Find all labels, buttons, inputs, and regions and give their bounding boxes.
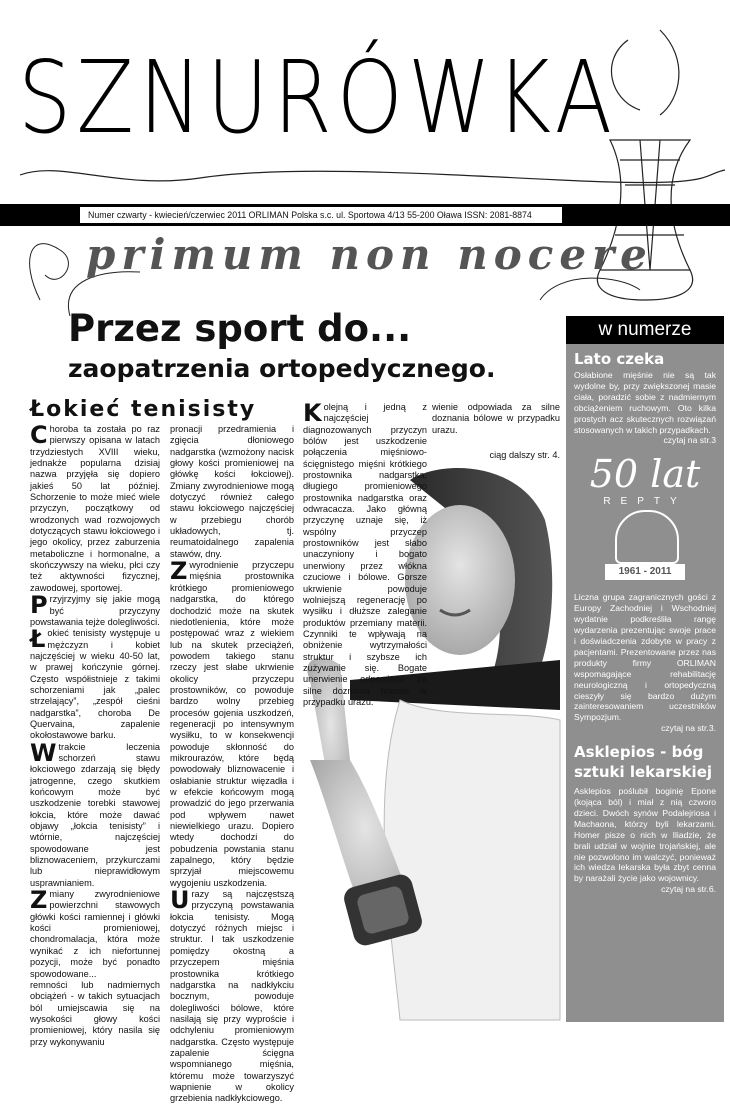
sidebar-item1-text: Osłabione mięśnie nie są tak wydolne by, przy zwiększonej masie ciała, poradzić sobie z nadmiernym obciążeniem ruchowym. Oto kilka prostych acz skutecznych rozwiązań stosowanych w takich przypadkach.	[574, 370, 716, 435]
issue-info-bar	[0, 204, 730, 226]
drop-cap: K	[303, 399, 322, 427]
paragraph-text: remności lub nadmiernych obciążeń - w takich sytuacjach ból umiejscawia się na wysokości głowy kości promieniowej, który nasila się przy wykonywaniu	[30, 979, 160, 1047]
headline: Przez sport do...	[68, 307, 412, 350]
drop-cap: Z	[30, 886, 48, 915]
sidebar-item3-ref[interactable]: czytaj na str.6.	[661, 884, 716, 895]
paragraph-text: trakcie leczenia schorzeń stawu łokciowego zdarzają się błędy jatrogenne, czego skutkiem końcowym może być uszkodzenie torebki stawowej łokcia, które może dawać objawy „łokcia tenisisty” i wtórnie, najczęściej spowodowane jest bliznowaceniem, przykurczami lub nieprawidłowym usprawnianiem.	[30, 741, 160, 888]
sidebar-item1-ref[interactable]: czytaj na str.3	[663, 435, 716, 446]
article-paragraph	[30, 591, 160, 628]
article-paragraph	[170, 886, 294, 1105]
drop-cap: C	[30, 421, 48, 449]
sidebar-item2-text: Liczna grupa zagranicznych gości z Europy Zachodniej i Wschodniej wydatnie podkreśliła rangę wydarzenia prezentując swoje prace i doświadczenia zdobyte w pracy z pacjentami. Prezentowane przez nas produkty firmy ORLIMAN wspomagające rehabilitację neurologiczną i ortopedyczną cieszyły się bardzo dużym zainteresowaniem uczestników Sympozjum.	[574, 592, 716, 723]
in-this-issue-sidebar	[566, 316, 724, 1022]
motto: primum non nocere	[86, 230, 653, 279]
section-title: Łokieć tenisisty	[30, 397, 257, 422]
drop-cap: Ł	[30, 625, 46, 654]
logo-years: 1961 - 2011	[605, 564, 685, 580]
paragraph-text: horoba ta została po raz pierwszy opisana w latach trzydziestych XVIII wieku, jednakże popularna dzisiaj nazwa przyjęła się dopiero jakieś 50 lat później. Schorzenie to może mieć wiele przyczyn, początkowy od wrodzonych wad rozwojowych dotyczących stawu łokciowego i jego okolicy, przez zaburzenia metaboliczne i hormonalne, a skończywszy na wieku, płci czy też aktywności fizycznej, zawodowej, sportowej.	[30, 424, 160, 593]
article-paragraph	[170, 557, 294, 889]
sidebar-item3-text: Asklepios poślubił boginię Epone (kojąca ból) i miał z nią czworo dzieci. Dwóch synów Podalejriosa i Machaona, którzy byli lekarzami. Homer pisze o nich w Iliadzie, że brali udział w wojnie trojańskiej, ale nie pozwolono im walczyć, ponieważ ich wiedza lekarska była zbyt cenna by narażali życie jako wojownicy.	[574, 786, 716, 884]
article-tail-text: wienie odpowiada za silne doznania bólowe w przypadku urazu.	[432, 402, 560, 435]
repty-50-logo	[579, 454, 711, 586]
paragraph-text: razy są najczęstszą przyczyną powstawania łokcia tenisisty. Mogą dotyczyć różnych miejsc i struktur. I tak uszkodzenie pomiędzy okostną a przyczepem mięśnia prostownika krótkiego nadgarstka na nadkłykciu bocznym, powoduje dolegliwości bólowe, które nasilają się przy wyproście i odchyleniu promieniowym nadgarstka. Często występuje zapalenie ścięgna wspomnianego mięśnia, któremu może towarzyszyć wapnienie w okolicy grzebienia nadkłykciowego.	[170, 889, 294, 1104]
paragraph-text: rzyjrzyjmy się jakie mogą być przyczyny powstawania tejże dolegliwości.	[30, 594, 160, 627]
article-paragraph	[30, 421, 160, 594]
masthead-title: SZNURÓWKA	[18, 39, 618, 156]
logo-brand: REPTY	[603, 496, 687, 508]
sidebar-item3-title[interactable]: Asklepios - bóg sztuki lekarskiej	[574, 743, 713, 782]
article-paragraph	[30, 886, 160, 980]
sidebar-item1-title[interactable]: Lato czeka	[574, 350, 665, 368]
drop-cap: Z	[170, 557, 188, 586]
article-paragraph	[170, 424, 294, 560]
article-paragraph	[30, 980, 160, 1048]
article-paragraph	[303, 399, 427, 708]
article-tail	[432, 402, 560, 482]
paragraph-text: pronacji przedramienia i zgięcia dłoniowego nadgarstka (wzmożony nacisk głowy kości promieniowej na główkę kości łokciowej). Zmiany zwyrodnieniowe mogą dotyczyć również całego stawu łokciowego najczęściej w przebiegu chorób układowych, tj. reumatoidalnego zapalenia stawów, dny.	[170, 424, 294, 559]
sidebar-header: w numerze	[566, 316, 724, 344]
article-paragraph	[30, 738, 160, 889]
logo-50-lat: 50 lat	[589, 452, 701, 497]
continued-label: ciąg dalszy str. 4.	[489, 450, 560, 461]
paragraph-text: okieć tenisisty występuje u mężczyzn i kobiet najczęściej w wieku 40-50 lat, w prawej kończynie górnej. Często współistnieje z takimi schorzeniami jak „palec strzelający”, „zespół cieśni nadgarstka”, choroba De Quervaina, zapalenie okołostawowe barku.	[30, 628, 160, 741]
article-column-2	[170, 424, 294, 1104]
article-column-3	[303, 399, 427, 707]
sidebar-item2-ref[interactable]: czytaj na str.3.	[661, 723, 716, 734]
article-column-1	[30, 421, 160, 1047]
paragraph-text: wyrodnienie przyczepu mięśnia prostownika krótkiego promieniowego nadgarstka, do którego dochodzić może na skutek niedotlenienia, które może postępować wraz z wiekiem lub na skutek przeciążeń, powodem takiego stanu rzeczy jest słabe ukrwienie okolicy przyczepu prostowników, co powoduje bardzo wolny przebieg procesów gojenia uszkodzeń, regeneracji po intensywnym wysiłku, to w konsekwencji powoduje skłonność do mikrourazów, które będą powodowały bliznowacenie i osłabianie struktur więzadła i w efekcie końcowym mogą prowadzić do jego przerwania pod wpływem nawet niewielkiego urazu. Dopiero wtedy dochodzi do pobudzenia powstania stanu zapalnego, który będzie sprzyjał miejscowemu wygojeniu uszkodzenia.	[170, 560, 294, 888]
paragraph-text: olejną i jedną z najczęściej diagnozowanych przyczyn bólów jest uszkodzenie połączenia mięśniowo-ścięgnistego mięśni krótkiego prostownika nadgarstka, długiego promieniowego prostownika nadgarstka oraz odwracacza. Jako główną przyczynę uznaje się, iż wspólny przyczep prostowników jest słabo unaczyniony i bogato unerwiony przez włókna czuciowe i bólowe. Gorsze ukrwienie powoduje wolniejszą regenerację po wysiłku i dłuższe zaleganie produktów przemiany materii. Czynniki te wpływają na obniżenie wytrzymałości struktur i szybsze ich zużywanie się. Bogate unerwienie odpowiada za silne doznania bólowe w przypadku urazu.	[303, 402, 427, 707]
logo-heart-wheelchair-icon	[615, 510, 679, 564]
article-paragraph	[30, 625, 160, 741]
paragraph-text: miany zwyrodnieniowe powierzchni stawowych główki kości ramiennej i główki kości promieniowej, chondromalacja, która może wynikać z ich niefortunnej pozycji, może być ponadto spowodowane...	[30, 889, 160, 979]
drop-cap: W	[30, 738, 57, 767]
issue-info: Numer czwarty - kwiecień/czerwiec 2011 ORLIMAN Polska s.c. ul. Sportowa 4/13 55-200 Oława ISSN: 2081-8874	[88, 210, 532, 220]
drop-cap: P	[30, 591, 48, 620]
subheadline: zaopatrzenia ortopedycznego.	[68, 354, 496, 383]
drop-cap: U	[170, 886, 190, 915]
